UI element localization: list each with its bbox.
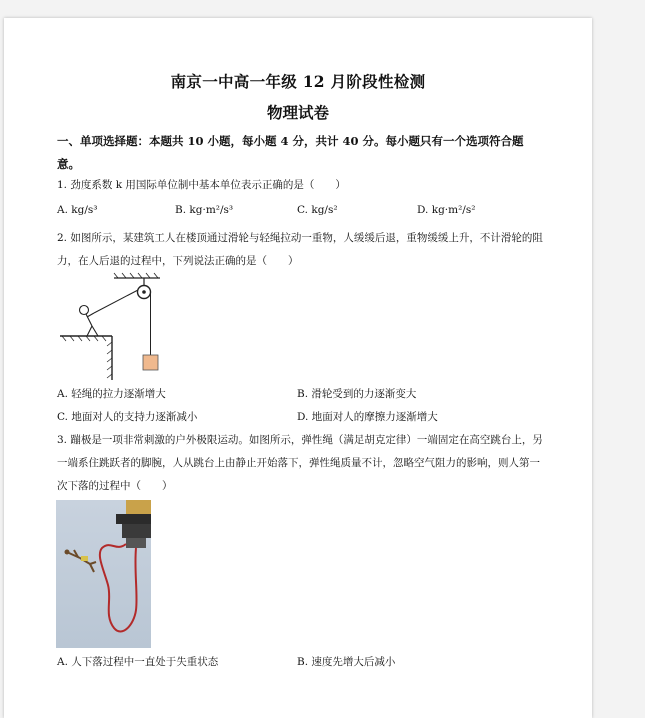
q2-option-c: C. 地面对人的支持力逐渐减小: [57, 411, 198, 423]
document-page: [4, 18, 592, 718]
q3-option-b: B. 速度先增大后减小: [297, 656, 396, 668]
q2-option-d: D. 地面对人的摩擦力逐渐增大: [297, 411, 438, 423]
q3-stem-line3: 次下落的过程中（ ）: [57, 480, 173, 492]
section-heading: 一、单项选择题：本题共 10 小题，每小题 4 分，共计 40 分。每小题只有一个选项符合题意。: [57, 134, 524, 171]
page-subtitle: 物理试卷: [266, 103, 329, 122]
q1-option-b: B. kg·m²/s³: [175, 204, 234, 216]
page-title: 南京一中高一年级 12 月阶段性检测: [170, 72, 426, 91]
q3-option-a: A. 人下落过程中一直处于失重状态: [57, 656, 219, 668]
q2-pulley-diagram: [54, 268, 169, 380]
q1-option-c: C. kg/s²: [297, 204, 338, 216]
q3-stem-line1: 3. 蹦极是一项非常刺激的户外极限运动。如图所示，弹性绳（满足胡克定律）一端固定在高空跳台上，另: [57, 434, 543, 446]
q2-option-a: A. 轻绳的拉力逐渐增大: [57, 388, 166, 400]
q2-option-b: B. 滑轮受到的力逐渐变大: [297, 388, 417, 400]
q1-option-a: A. kg/s³: [57, 204, 98, 216]
q2-stem-line2: 力，在人后退的过程中，下列说法正确的是（ ）: [57, 255, 299, 267]
q3-bungee-photo: [56, 500, 151, 648]
q1-stem: 1. 劲度系数 k 用国际单位制中基本单位表示正确的是（ ）: [57, 179, 346, 191]
q2-stem-line1: 2. 如图所示，某建筑工人在楼顶通过滑轮与轻绳拉动一重物，人缓缓后退，重物缓缓上升，不计滑轮的阻: [57, 232, 543, 244]
q1-option-d: D. kg·m²/s²: [417, 204, 476, 216]
q3-stem-line2: 一端系住跳跃者的脚腕，人从跳台上由静止开始落下，弹性绳质量不计，忽略空气阻力的影响，则人第一: [57, 457, 540, 469]
